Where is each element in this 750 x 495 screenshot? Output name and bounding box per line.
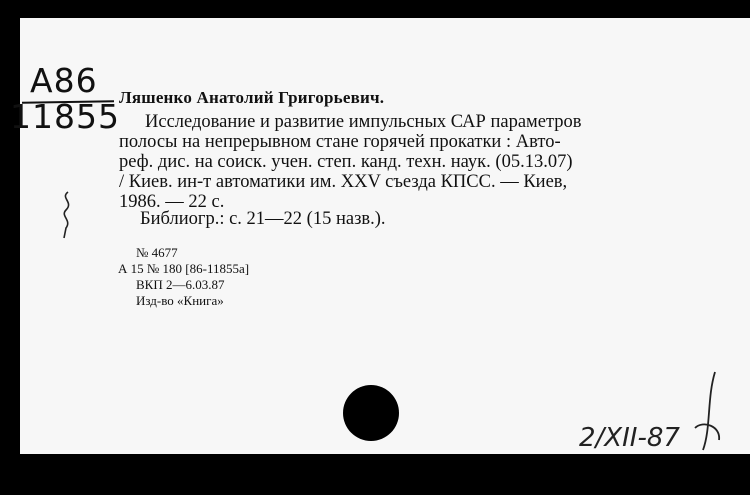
meta-line: № 4677 xyxy=(136,245,178,260)
handwritten-mark-icon xyxy=(58,190,78,240)
handwritten-date: 2/XII-87 xyxy=(579,423,680,453)
scan-border-bottom xyxy=(0,454,750,495)
card-author: Ляшенко Анатолий Григорьевич. xyxy=(119,88,385,107)
title-line: 1986. — 22 с. xyxy=(119,192,225,212)
scan-border-top xyxy=(0,0,750,18)
shelfmark-bottom: 11855 xyxy=(10,97,120,136)
card-title-block xyxy=(119,112,713,212)
handwritten-date-signature xyxy=(575,368,745,453)
title-line: / Киев. ин-т автоматики им. XXV съезда КПСС. — Киев, xyxy=(119,172,568,192)
title-line: полосы на непрерывном стане горячей прокатки : Авто- xyxy=(119,132,561,152)
card-bibliography: Библиогр.: с. 21—22 (15 назв.). xyxy=(140,209,386,229)
meta-line: А 15 № 180 [86-11855а] xyxy=(118,261,250,276)
meta-line: ВКП 2—6.03.87 xyxy=(136,277,225,292)
card-meta xyxy=(118,245,249,309)
scan-border-left xyxy=(0,0,20,495)
shelfmark-top: A86 xyxy=(30,61,98,100)
punch-hole xyxy=(343,385,399,441)
meta-line: Изд-во «Книга» xyxy=(136,293,224,308)
title-line: реф. дис. на соиск. учен. степ. канд. техн. наук. (05.13.07) xyxy=(119,152,573,172)
title-line: Исследование и развитие импульсных САР параметров xyxy=(145,112,582,132)
